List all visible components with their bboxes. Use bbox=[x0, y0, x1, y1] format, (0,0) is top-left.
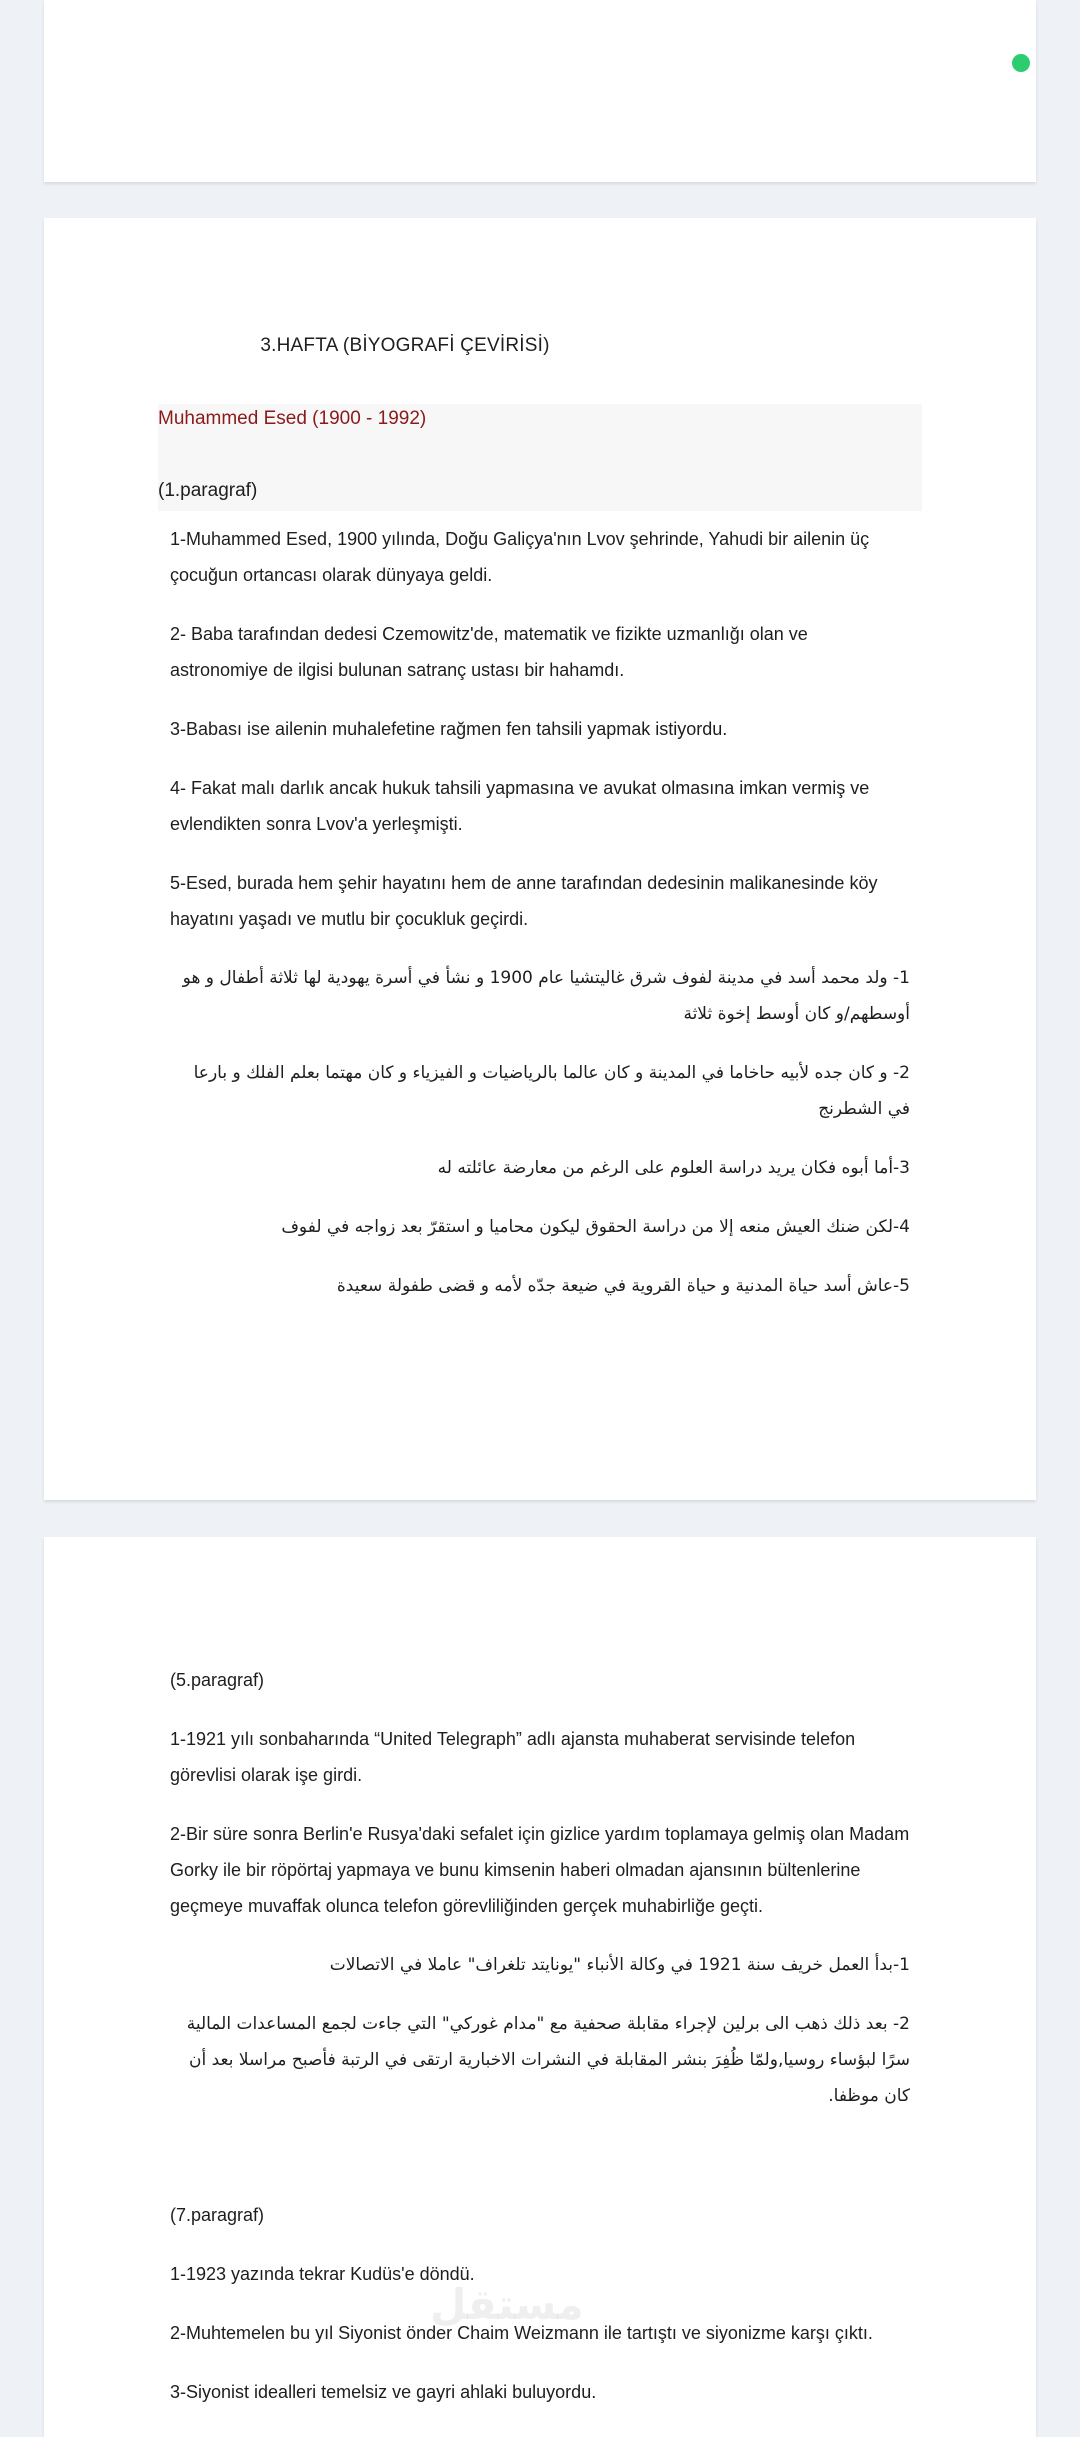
turkish-sentence: 2-Bir süre sonra Berlin'e Rusya'daki sefalet için gizlice yardım toplamaya gelmiş olan Madam Gorky ile bir röpörtaj yapmaya ve bunu kimsenin haberi olmadan ajansının bültenlerine geçmeye muvaffak olunca telefon görevliliğinden gerçek muhabirliğe geçti. bbox=[170, 1824, 910, 1916]
arabic-sentence: 1-بدأ العمل خريف سنة 1921 في وكالة الأنباء "يونايتد تلغراف" عاملا في الاتصالات bbox=[329, 1955, 910, 1975]
turkish-sentence: 2-Muhtemelen bu yıl Siyonist önder Chaim Weizmann ile tartıştı ve siyonizme karşı çıktı. bbox=[170, 2323, 873, 2343]
turkish-sentence: 3-Babası ise ailenin muhalefetine rağmen fen tahsili yapmak istiyordu. bbox=[170, 719, 728, 739]
document-page-2 bbox=[44, 218, 1036, 1500]
section-1-content bbox=[170, 521, 910, 1327]
paragraph-label-1: (1.paragraf) bbox=[158, 480, 258, 501]
paragraph-label-7: (7.paragraf) bbox=[170, 2205, 265, 2225]
arabic-sentence: 4-لكن ضنك العيش منعه إلا من دراسة الحقوق ليكون محاميا و استقرّ بعد زواجه في لفوف bbox=[281, 1217, 910, 1237]
arabic-sentence: 3-أما أبوه فكان يريد دراسة العلوم على الرغم من معارضة عائلته له bbox=[437, 1158, 910, 1178]
subject-name: Muhammed Esed (1900 - 1992) bbox=[158, 408, 427, 429]
turkish-sentence: 1-1923 yazında tekrar Kudüs'e döndü. bbox=[170, 2264, 475, 2284]
turkish-sentence: 1-1921 yılı sonbaharında “United Telegraph” adlı ajansta muhaberat servisinde telefon görevlisi olarak işe girdi. bbox=[170, 1729, 856, 1785]
status-indicator bbox=[1012, 54, 1030, 72]
document-page-1 bbox=[44, 0, 1036, 182]
paragraph-label-5: (5.paragraf) bbox=[170, 1670, 265, 1690]
arabic-sentence: 2- و كان جده لأبيه حاخاما في المدينة و كان عالما بالرياضيات و الفيزياء و كان مهتما بعلم الفلك و بارعا في الشطرنج bbox=[193, 1063, 910, 1119]
turkish-sentence: 2- Baba tarafından dedesi Czemowitz'de, matematik ve fizikte uzmanlığı olan ve astronomiye de ilgisi bulunan satranç ustası bir hahamdı. bbox=[170, 624, 808, 680]
site-watermark: مستقل bbox=[430, 2280, 584, 2329]
arabic-sentence: 5-عاش أسد حياة المدنية و حياة القروية في ضيعة جدّه لأمه و قضى طفولة سعيدة bbox=[336, 1276, 910, 1296]
subject-heading-block bbox=[158, 404, 922, 511]
arabic-sentence: 1- ولد محمد أسد في مدينة لفوف شرق غاليتشيا عام 1900 و نشأ في أسرة يهودية لها ثلاثة أطفال و هو أوسطهم/و كان أوسط إخوة ثلاثة bbox=[182, 968, 910, 1024]
document-title: 3.HAFTA (BİYOGRAFİ ÇEVİRİSİ) bbox=[260, 335, 550, 356]
arabic-sentence: 2- بعد ذلك ذهب الى برلين لإجراء مقابلة صحفية مع "مدام غوركي" التي جاءت لجمع المساعدات المالية سرًا لبؤساء روسيا,ولمّا ظُفِرَ بنشر المقابلة في النشرات الاخبارية ارتقى في الرتبة فأصبح مراسلا بعد أن كان موظفا. bbox=[186, 2014, 910, 2106]
turkish-sentence: 1-Muhammed Esed, 1900 yılında, Doğu Galiçya'nın Lvov şehrinde, Yahudi bir ailenin üç çocuğun ortancası olarak dünyaya geldi. bbox=[170, 529, 870, 585]
turkish-sentence: 3-Siyonist idealleri temelsiz ve gayri ahlaki buluyordu. bbox=[170, 2382, 597, 2402]
turkish-sentence: 4- Fakat malı darlık ancak hukuk tahsili yapmasına ve avukat olmasına imkan vermiş ve evlendikten sonra Lvov'a yerleşmişti. bbox=[170, 778, 870, 834]
section-gap bbox=[170, 2137, 910, 2197]
turkish-sentence: 5-Esed, burada hem şehir hayatını hem de anne tarafından dedesinin malikanesinde köy hayatını yaşadı ve mutlu bir çocukluk geçirdi. bbox=[170, 873, 878, 929]
